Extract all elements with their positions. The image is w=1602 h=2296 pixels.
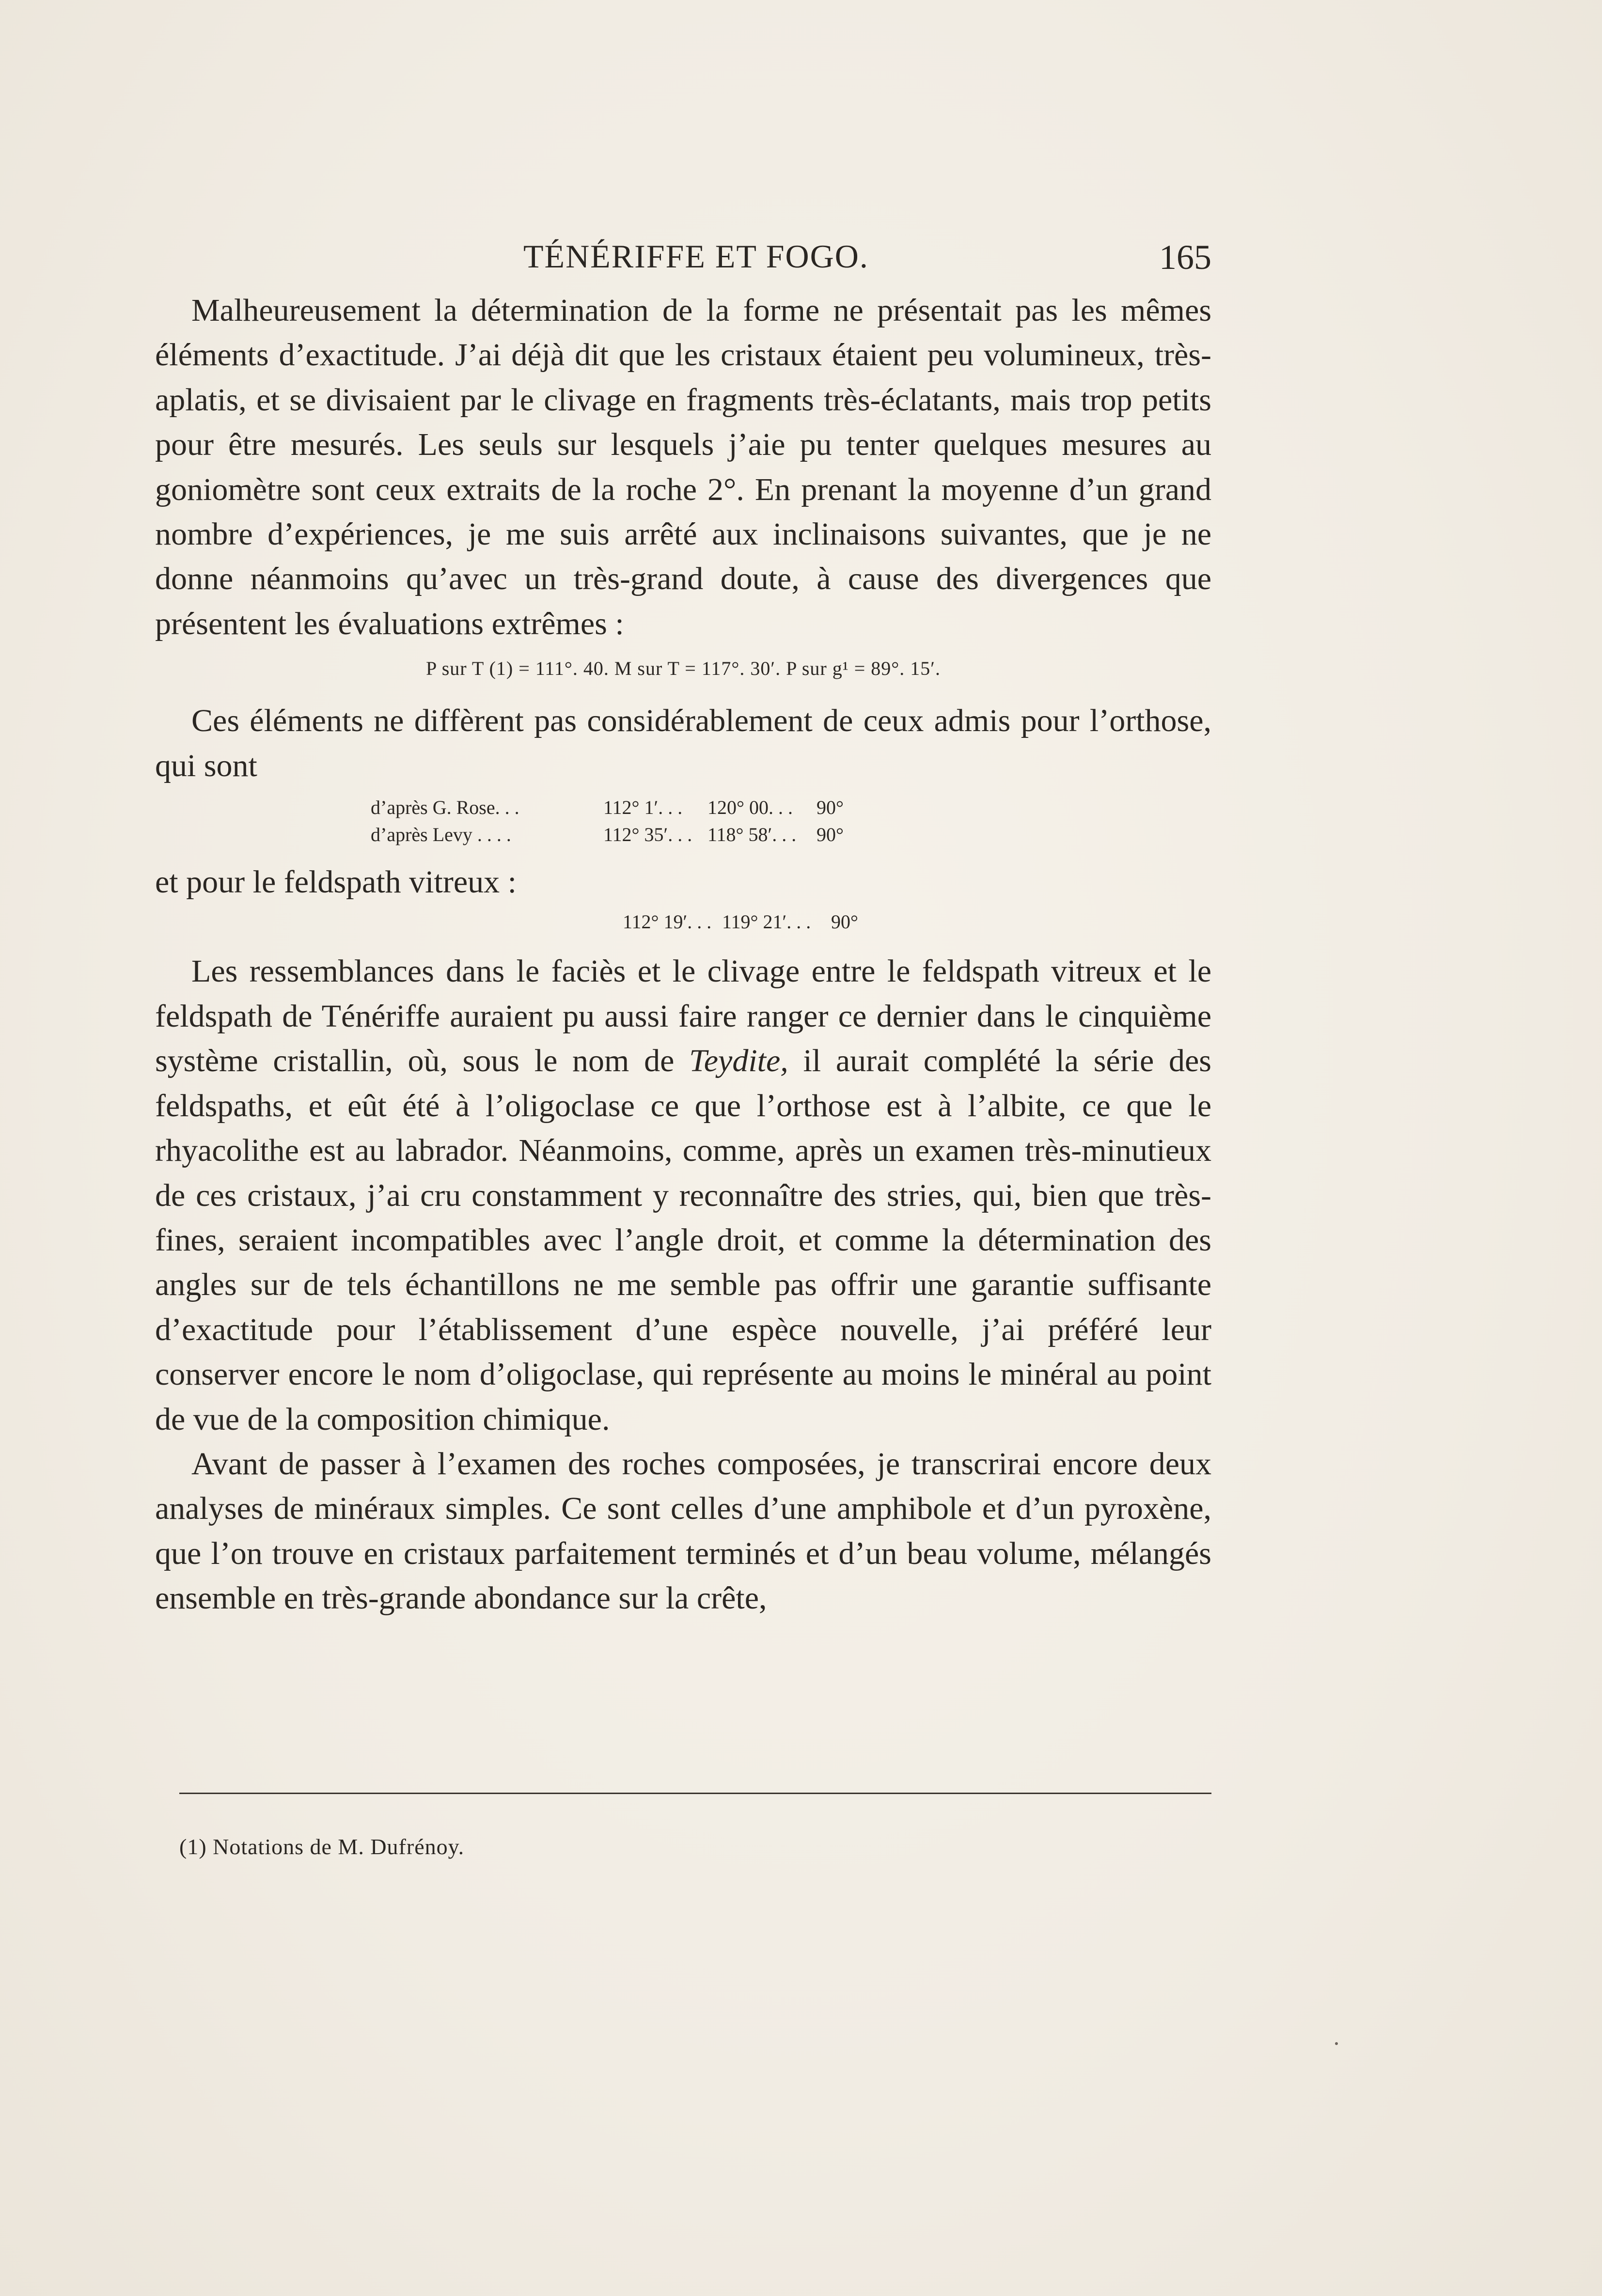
paragraph-forme: Malheureusement la détermination de la forme ne présentait pas les mêmes éléments d’exactitude. J’ai déjà dit que les cristaux étaient peu volumineux, très-aplatis, et se divisaient par le clivage en fragments très-éclatants, mais trop petits pour être mesurés. Les seuls sur lesquels j’aie pu tenter quelques mesures au goniomètre sont ceux extraits de la roche 2°. En prenant la moyenne d’un grand nombre d’expériences, je me suis arrêté aux inclinaisons suivantes, que je ne donne néanmoins qu’avec un très-grand doute, à cause des divergences que présentent les évaluations extrêmes : (155, 293, 1211, 641)
table-row (371, 794, 865, 821)
table-cell-angle: 90° (817, 797, 844, 819)
paper-speck (1335, 2042, 1338, 2045)
body-text (155, 288, 1211, 1621)
table-cell-angle: 90° (817, 824, 844, 846)
vitreux-angle: 119° 21′. . . (722, 911, 811, 933)
table-row (371, 821, 865, 848)
orthose-angle-table (371, 794, 865, 848)
paragraph-roches-composees: Avant de passer à l’examen des roches composées, je transcrirai encore deux analyses de minéraux simples. Ce sont celles d’une amphibole et d’un pyroxène, que l’on trouve en cristaux parfaitement terminés et d’un beau volume, mélangés ensemble en très-grande abondance sur la crête, (155, 1446, 1211, 1616)
vitreux-angle: 112° 19′. . . (623, 911, 712, 933)
footnote-divider (179, 1793, 1211, 1794)
page-number: 165 (1159, 238, 1211, 277)
teydite-term: Teydite, (689, 1043, 788, 1079)
running-title: TÉNÉRIFFE ET FOGO. (523, 238, 869, 275)
table-cell-source: d’après Levy . . . . (371, 824, 511, 846)
table-cell-angle: 112° 1′. . . (603, 797, 683, 819)
paragraph-ressemblances (155, 949, 1211, 1441)
table-cell-source: d’après G. Rose. . . (371, 797, 519, 819)
table-cell-angle: 120° 00. . . (707, 797, 793, 819)
paragraph-text: il aurait complété la série des feldspaths, et eût été à l’oligoclase ce que l’orthose est à l’albite, ce que le rhyacolithe est au labrador. Néanmoins, comme, après un examen très-minutieux de ces cristaux, j’ai cru constamment y reconnaître des stries, qui, bien que très-fines, seraient incompatibles avec l’angle droit, et comme la détermination des angles sur de tels échantillons ne me semble pas offrir une garantie suffisante d’exactitude pour l’établissement d’une espèce nouvelle, j’ai préféré leur conserver encore le nom d’oligoclase, qui représente au moins le minéral au point de vue de la composition chimique. (155, 1043, 1211, 1437)
footnote: (1) Notations de M. Dufrénoy. (179, 1834, 465, 1859)
table-cell-angle: 112° 35′. . . (603, 824, 692, 846)
paragraph-feldspath-vitreux: et pour le feldspath vitreux : (155, 864, 517, 900)
vitreux-angle: 90° (831, 911, 858, 933)
page-header (155, 237, 1211, 281)
feldspath-vitreux-values (623, 908, 1211, 936)
paragraph-orthose: Ces éléments ne diffèrent pas considérablement de ceux admis pour l’orthose, qui sont (155, 703, 1211, 783)
table-cell-angle: 118° 58′. . . (707, 824, 797, 846)
inclination-formula: P sur T (1) = 111°. 40. M sur T = 117°. 30′. P sur g¹ = 89°. 15′. (425, 657, 941, 680)
paragraph-text: Les ressemblances dans le faciès et le clivage entre le feldspath vitreux et le feldspath de Ténériffe auraient pu aussi faire ranger ce dernier dans le cinquième système cristallin, où, sous le nom de (155, 953, 1211, 1079)
